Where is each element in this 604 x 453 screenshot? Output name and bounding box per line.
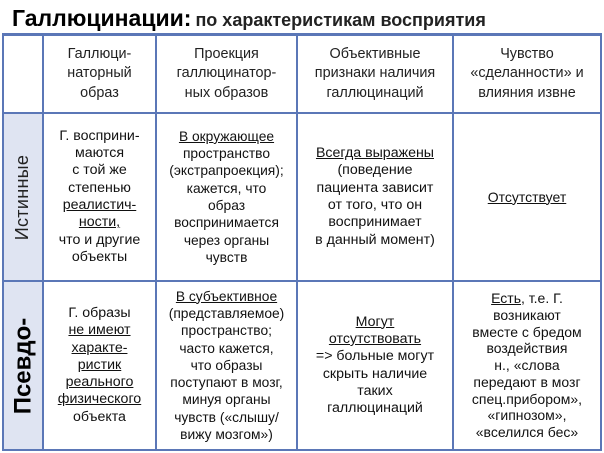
cell-line: физического <box>57 391 142 408</box>
title-subtitle: по характеристикам восприятия <box>195 10 486 30</box>
table-cell <box>44 282 157 451</box>
row-header-label: Псевдо- <box>9 317 36 414</box>
cell-line: ности, <box>78 214 121 231</box>
cell-text <box>472 290 582 441</box>
cell-line: чувств <box>205 249 248 265</box>
cell-line: => больные могут <box>315 348 435 365</box>
column-header-line: Проекция <box>194 45 259 62</box>
table-cell <box>298 114 454 282</box>
cell-line: объекты <box>71 248 128 265</box>
cell-text <box>169 128 283 266</box>
column-header-4 <box>454 36 602 114</box>
cell-line: в данный момент) <box>315 231 435 248</box>
cell-text <box>315 145 435 249</box>
column-header-text <box>67 45 131 104</box>
cell-line: В субъективное <box>175 288 278 304</box>
cell-line: воздействия <box>486 340 568 357</box>
cell-line: маются <box>74 145 125 162</box>
column-header-1 <box>44 36 157 114</box>
column-header-line: наторный <box>67 65 132 82</box>
cell-line: передают в мозг <box>473 373 581 390</box>
cell-line: с той же <box>72 162 127 179</box>
column-header-line: «сделанности» и <box>470 65 584 82</box>
column-header-3 <box>298 36 454 114</box>
cell-text <box>59 128 141 266</box>
column-header-2 <box>157 36 298 114</box>
table-cell <box>454 114 602 282</box>
cell-text <box>488 189 567 206</box>
cell-line: пространство; <box>181 323 272 339</box>
cell-line: минуя органы <box>182 392 271 408</box>
column-header-line: ных образов <box>184 84 269 101</box>
column-header-text <box>177 45 277 104</box>
cell-line: возникают <box>493 306 561 323</box>
cell-line: Г. образы <box>68 304 131 321</box>
cell-line: степенью <box>68 179 131 196</box>
cell-line: чувств («слышу/ <box>174 409 279 425</box>
cell-line: от того, что он <box>327 197 423 213</box>
cell-line: спец.прибором», <box>471 390 583 407</box>
cell-line: Г. восприни- <box>59 127 140 144</box>
cell-line: Всегда выражены <box>315 145 434 162</box>
cell-line: «гипнозом», <box>487 407 567 424</box>
column-header-line: Чувство <box>500 45 554 62</box>
cell-line: объекта <box>73 408 126 425</box>
row-header-label: Истинные <box>12 154 33 240</box>
cell-line: Могут <box>355 313 395 330</box>
column-header-line: Галлюци- <box>67 45 132 62</box>
table-cell <box>157 114 298 282</box>
cell-line: Отсутствует <box>487 188 567 205</box>
table-cell <box>454 282 602 451</box>
cell-line: скрыть наличие <box>322 365 428 382</box>
corner-cell <box>4 36 44 114</box>
cell-line: что и другие <box>58 231 141 248</box>
cell-line: вижу мозгом») <box>180 427 273 443</box>
column-header-line: галлюцинатор- <box>176 65 277 82</box>
cell-line: характе- <box>71 339 128 356</box>
cell-line: ристик <box>77 356 122 373</box>
cell-line: вместе с бредом <box>472 323 582 340</box>
cell-line: поступают в мозг, <box>170 375 283 391</box>
column-header-line: влияния извне <box>478 84 576 101</box>
title-main: Галлюцинации: <box>12 5 192 31</box>
cell-line: отсутствовать <box>328 330 422 347</box>
cell-text <box>316 314 434 418</box>
row-header-true <box>4 114 44 282</box>
column-header-text <box>315 45 435 104</box>
cell-line: н., «слова <box>494 357 560 374</box>
cell-line: реального <box>65 374 134 391</box>
cell-line: кажется, что <box>186 180 267 196</box>
cell-line: пациента зависит <box>316 179 434 196</box>
column-header-text <box>470 45 583 104</box>
column-header-line: признаки наличия <box>314 65 436 82</box>
cell-text <box>169 288 285 444</box>
column-header-line: образ <box>80 84 119 101</box>
cell-line: не имеют <box>68 322 131 339</box>
column-header-line: галлюцинаций <box>326 84 424 101</box>
cell-line: В окружающее <box>178 128 275 144</box>
table-cell <box>157 282 298 451</box>
column-header-line: Объективные <box>329 45 421 62</box>
cell-line: (экстрапроекция); <box>169 163 284 179</box>
cell-line: образ <box>207 198 246 213</box>
cell-line: реалистич- <box>62 197 137 213</box>
cell-line: что образы <box>190 357 263 373</box>
row-header-pseudo <box>4 282 44 451</box>
cell-line: воспринимается <box>174 215 279 231</box>
cell-line: (поведение <box>337 162 413 179</box>
cell-line: через органы <box>183 232 270 248</box>
cell-line: пространство <box>182 146 271 162</box>
cell-line: галлюцинаций <box>327 400 423 417</box>
hallucinations-table <box>2 33 602 451</box>
page-title <box>12 4 486 32</box>
cell-line: Есть, т.е. Г. <box>491 289 563 306</box>
cell-line: воспринимает <box>328 214 422 231</box>
cell-line: таких <box>357 382 393 399</box>
cell-text <box>58 305 141 426</box>
underlined-word: Есть <box>491 289 521 306</box>
cell-line: (представляемое) <box>168 305 285 321</box>
table-cell <box>44 114 157 282</box>
cell-line: часто кажется, <box>179 340 274 356</box>
table-cell <box>298 282 454 451</box>
cell-line: «вселился бес» <box>475 424 579 441</box>
